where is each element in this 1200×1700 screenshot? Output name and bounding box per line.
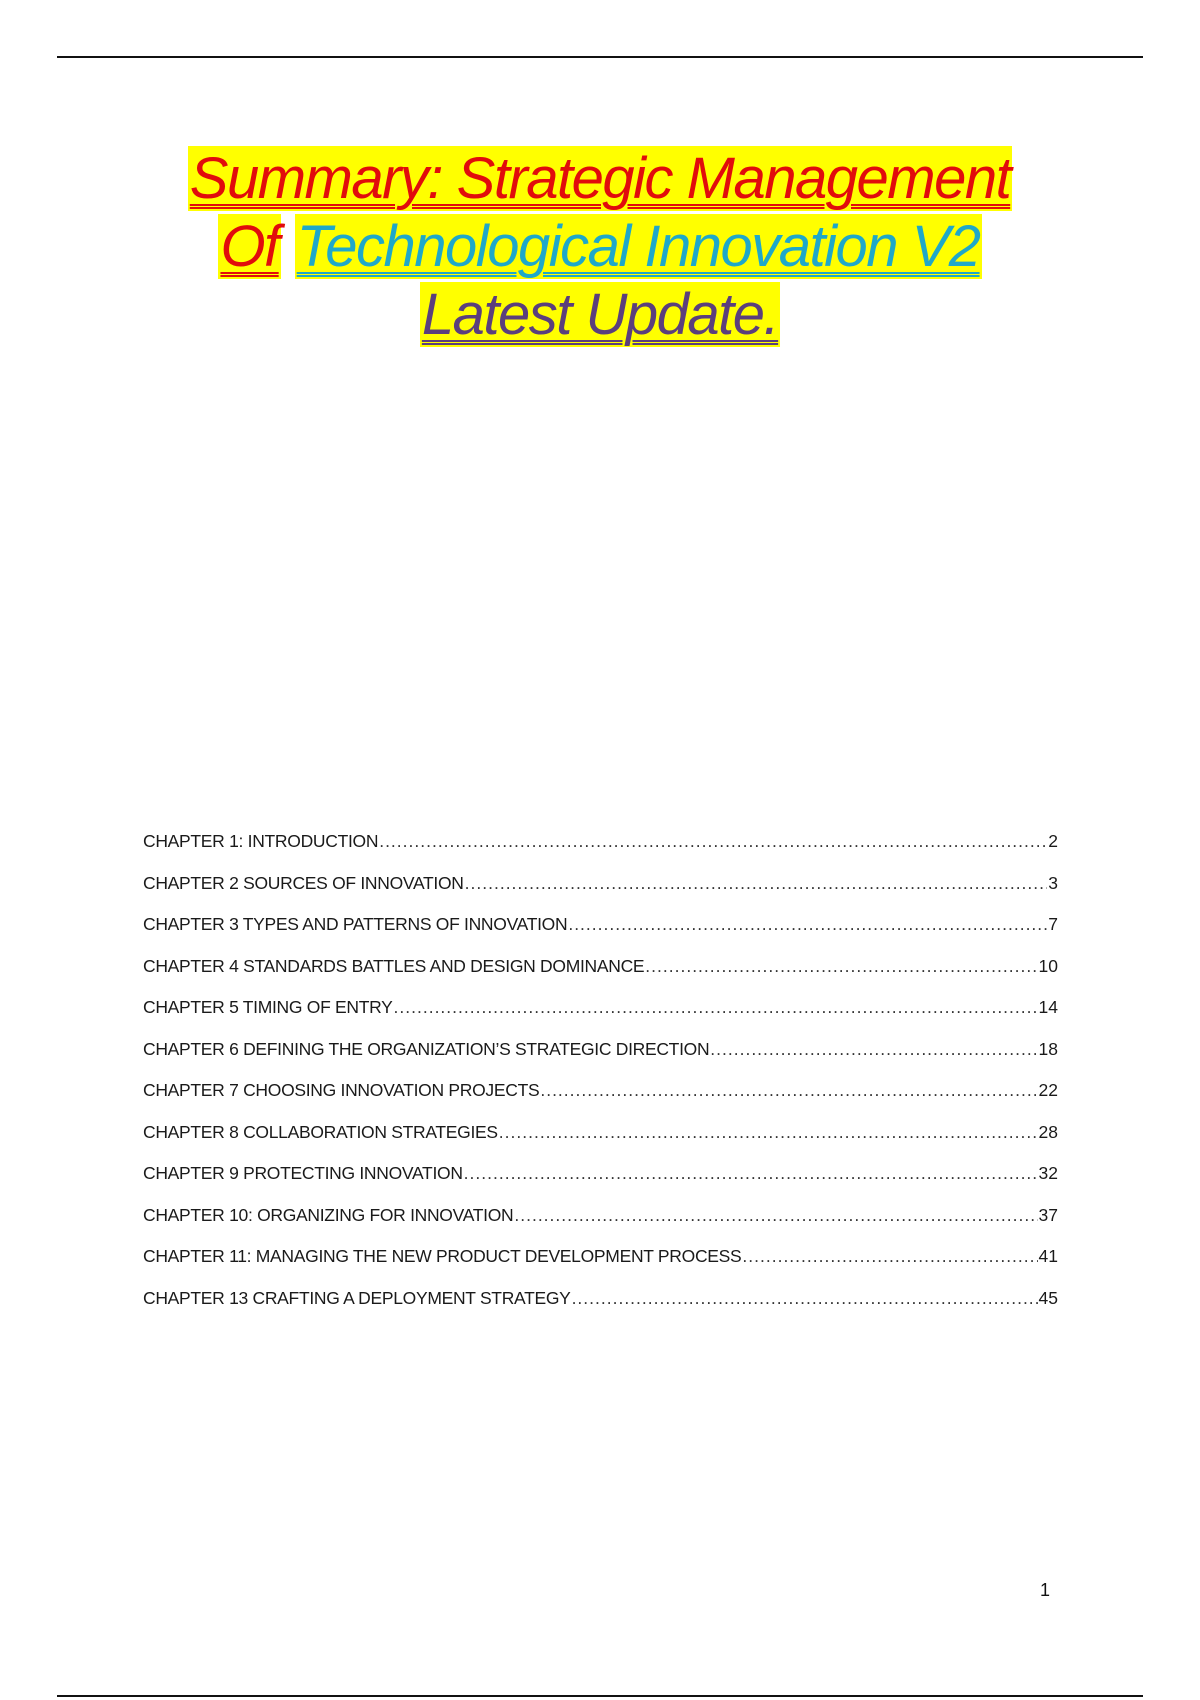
toc-entry-title: CHAPTER 3 TYPES AND PATTERNS OF INNOVATION [143, 914, 568, 934]
toc-entry-page: 32 [1038, 1163, 1058, 1183]
toc-entry-page: 45 [1038, 1287, 1058, 1308]
toc-entry[interactable] [143, 1200, 1058, 1242]
toc-entry-page: 3 [1048, 872, 1058, 893]
toc-entry[interactable] [143, 826, 1058, 868]
toc-leader-dots [645, 951, 1037, 981]
header-rule [57, 56, 1143, 58]
toc-entry[interactable] [143, 1241, 1058, 1283]
toc-entry-page: 7 [1048, 914, 1058, 934]
toc-entry-page: 41 [1038, 1246, 1058, 1266]
toc-leader-dots [742, 1241, 1037, 1271]
toc-entry-page: 2 [1048, 831, 1058, 851]
toc-entry[interactable] [143, 992, 1058, 1034]
toc-leader-dots [465, 868, 1048, 898]
title-line-3 [0, 281, 1200, 349]
toc-leader-dots [540, 1075, 1037, 1105]
toc-entry-page: 22 [1038, 1080, 1058, 1100]
toc-entry-title: CHAPTER 4 STANDARDS BATTLES AND DESIGN DOMINANCE [143, 955, 645, 976]
toc-entry[interactable] [143, 1158, 1058, 1200]
page-number: 1 [1039, 1580, 1050, 1600]
toc-entry[interactable] [143, 1034, 1058, 1076]
footer-rule [57, 1695, 1143, 1697]
toc-leader-dots [464, 1158, 1038, 1188]
toc-entry-title: CHAPTER 1: INTRODUCTION [143, 831, 379, 851]
toc-entry[interactable] [143, 868, 1058, 910]
title-segment: Summary: Strategic Management [189, 146, 1011, 211]
toc-entry-page: 18 [1038, 1038, 1058, 1059]
toc-entry[interactable] [143, 951, 1058, 993]
table-of-contents [143, 826, 1058, 1324]
toc-leader-dots [572, 1283, 1038, 1313]
title-segment: Of [220, 214, 279, 279]
toc-entry-title: CHAPTER 6 DEFINING THE ORGANIZATION’S STRATEGIC DIRECTION [143, 1038, 710, 1059]
toc-entry-page: 37 [1038, 1204, 1058, 1225]
toc-leader-dots [379, 826, 1047, 856]
toc-entry-title: CHAPTER 5 TIMING OF ENTRY [143, 997, 393, 1017]
toc-leader-dots [499, 1117, 1038, 1147]
toc-entry-title: CHAPTER 8 COLLABORATION STRATEGIES [143, 1121, 498, 1142]
toc-entry-title: CHAPTER 11: MANAGING THE NEW PRODUCT DEVELOPMENT PROCESS [143, 1246, 742, 1266]
toc-entry-title: CHAPTER 10: ORGANIZING FOR INNOVATION [143, 1204, 514, 1225]
toc-entry[interactable] [143, 1075, 1058, 1117]
title-segment: Technological Innovation V2 [296, 214, 980, 279]
toc-entry-page: 14 [1038, 997, 1058, 1017]
title-segment: Latest Update. [421, 282, 779, 347]
title-line-1 [0, 145, 1200, 213]
toc-entry-title: CHAPTER 7 CHOOSING INNOVATION PROJECTS [143, 1080, 540, 1100]
toc-leader-dots [514, 1200, 1037, 1230]
document-title [0, 145, 1200, 349]
toc-entry[interactable] [143, 1117, 1058, 1159]
toc-entry-title: CHAPTER 2 SOURCES OF INNOVATION [143, 872, 464, 893]
toc-entry[interactable] [143, 1283, 1058, 1325]
toc-entry-title: CHAPTER 9 PROTECTING INNOVATION [143, 1163, 463, 1183]
toc-entry[interactable] [143, 909, 1058, 951]
toc-leader-dots [710, 1034, 1037, 1064]
toc-leader-dots [394, 992, 1038, 1022]
toc-entry-page: 10 [1038, 955, 1058, 976]
toc-entry-title: CHAPTER 13 CRAFTING A DEPLOYMENT STRATEGY [143, 1287, 571, 1308]
toc-entry-page: 28 [1038, 1121, 1058, 1142]
toc-leader-dots [568, 909, 1047, 939]
title-line-2 [0, 213, 1200, 281]
